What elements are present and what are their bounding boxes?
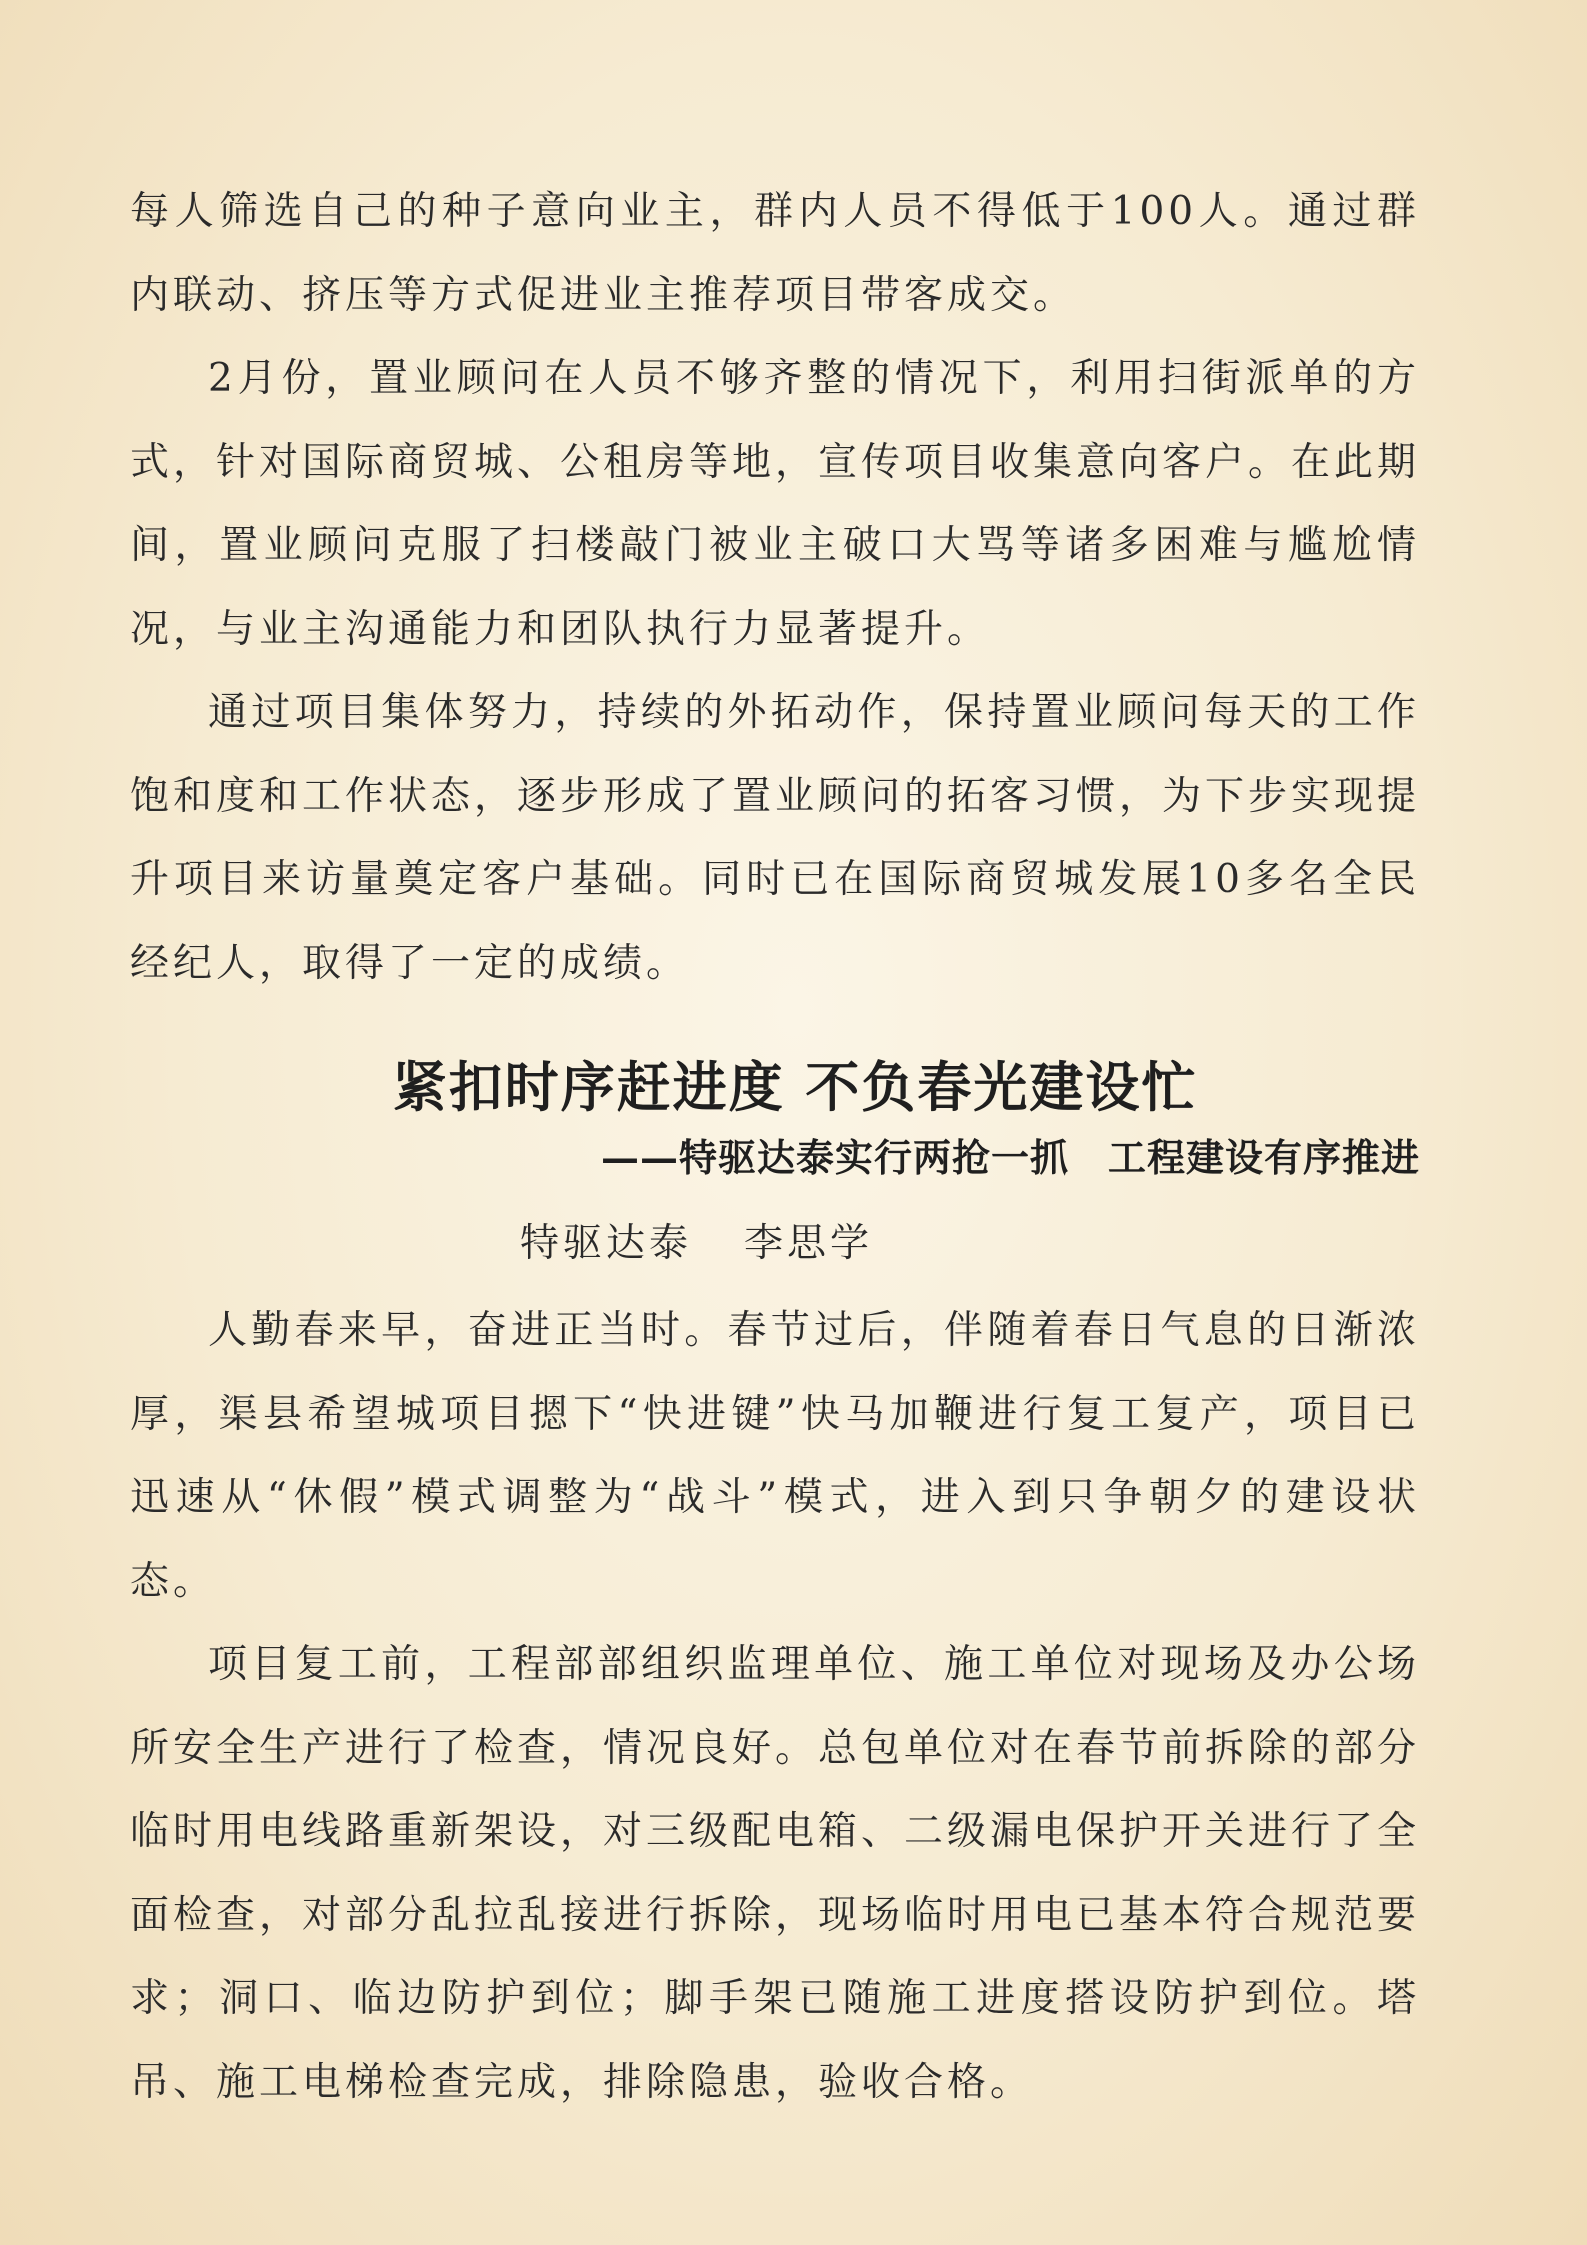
article-header (130, 1047, 1420, 1289)
paragraph-february: 2月份，置业顾问在人员不够齐整的情况下，利用扫街派单的方式，针对国际商贸城、公租房等地，宣传项目收集意向客户。在此期间，置业顾问克服了扫楼敲门被业主破口大骂等诸多困难与尴尬情况，与业主沟通能力和团队执行力显著提升。 (130, 356, 1421, 652)
article-subtitle: ——特驱达泰实行两抢一抓 工程建设有序推进 (600, 1135, 1420, 1180)
byline-org: 特驱达泰 (520, 1221, 693, 1266)
article-title: 紧扣时序赶进度 不负春光建设忙 (392, 1055, 1198, 1119)
document-page (130, 170, 1420, 2124)
paragraph-collective-effort: 通过项目集体努力，持续的外拓动作，保持置业顾问每天的工作饱和度和工作状态，逐步形成了置业顾问的拓客习惯，为下步实现提升项目来访量奠定客户基础。同时已在国际商贸城发展10多名全民经纪人，取得了一定的成绩。 (130, 690, 1421, 986)
article-byline (520, 1199, 1420, 1289)
paragraph-continued: 每人筛选自己的种子意向业主，群内人员不得低于100人。通过群内联动、挤压等方式促进业主推荐项目带客成交。 (130, 189, 1420, 318)
byline-author: 李思学 (744, 1221, 874, 1266)
article-paragraph-1: 人勤春来早，奋进正当时。春节过后，伴随着春日气息的日渐浓厚，渠县希望城项目摁下“快进键”快马加鞭进行复工复产，项目已迅速从“休假”模式调整为“战斗”模式，进入到只争朝夕的建设状态。 (130, 1308, 1420, 1604)
article-paragraph-2: 项目复工前，工程部部组织监理单位、施工单位对现场及办公场所安全生产进行了检查，情况良好。总包单位对在春节前拆除的部分临时用电线路重新架设，对三级配电箱、二级漏电保护开关进行了全面检查，对部分乱拉乱接进行拆除，现场临时用电已基本符合规范要求；洞口、临边防护到位；脚手架已随施工进度搭设防护到位。塔吊、施工电梯检查完成，排除隐患，验收合格。 (130, 1642, 1421, 2105)
